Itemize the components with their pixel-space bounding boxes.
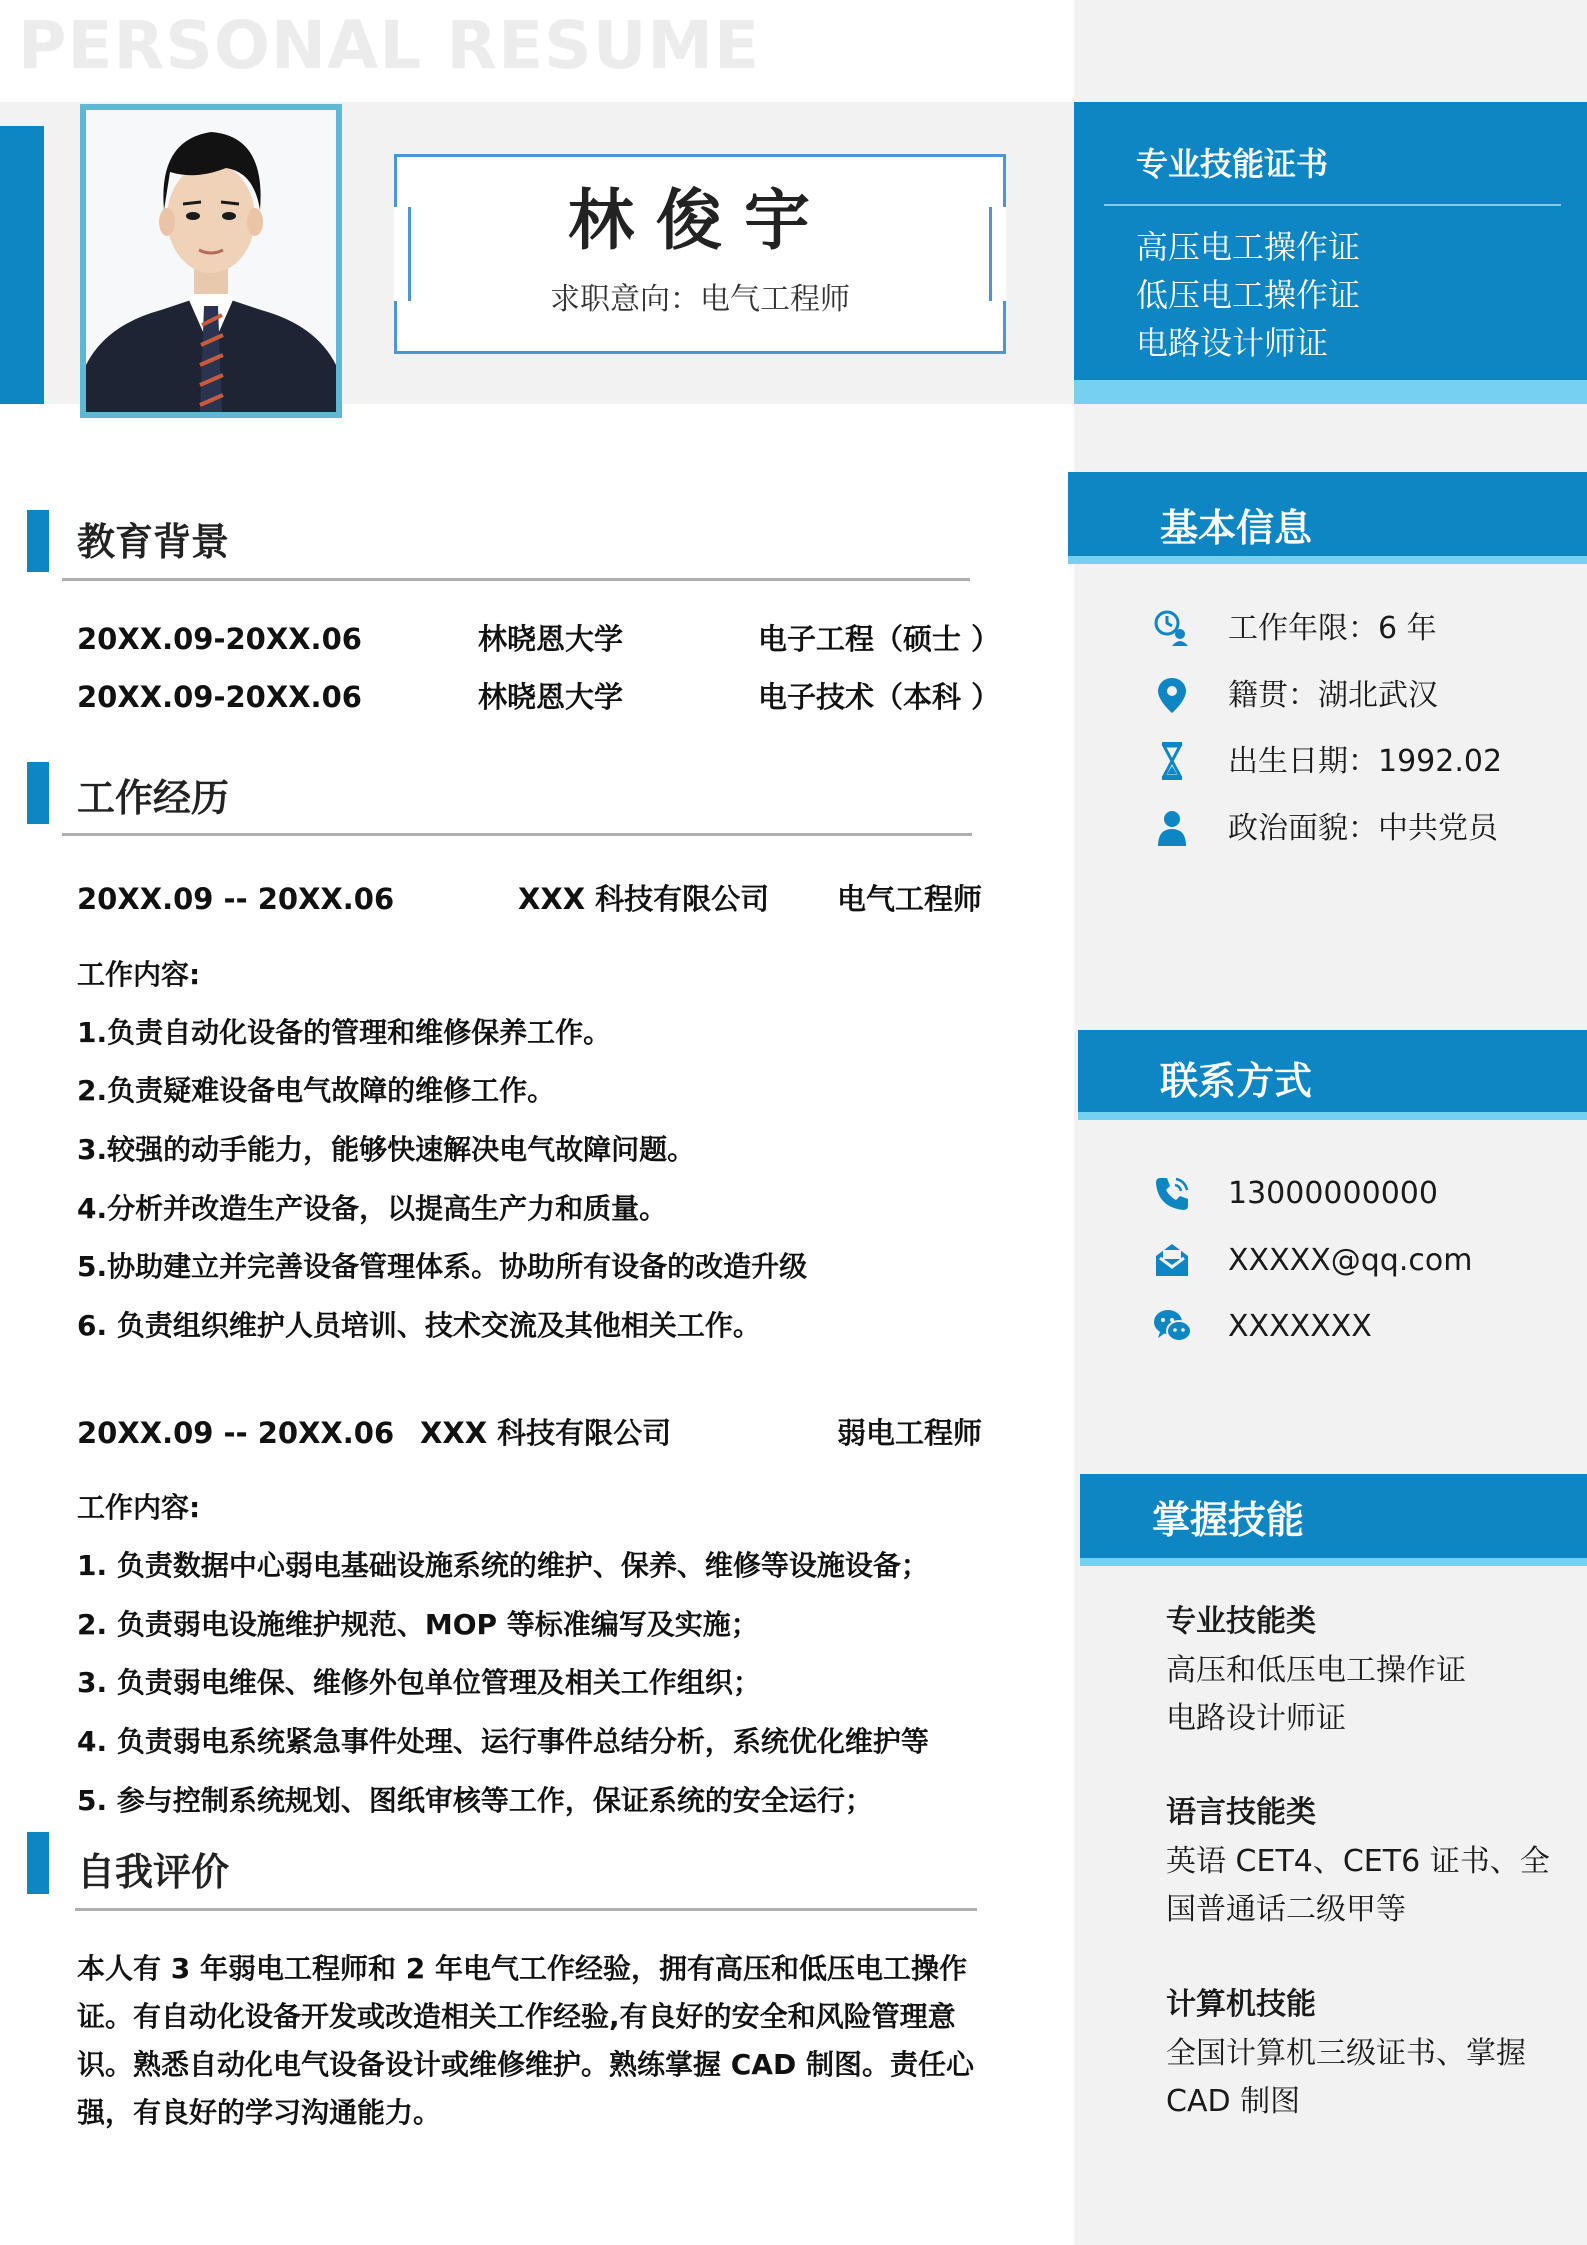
skill-group-line: 国普通话二级甲等 bbox=[1166, 1892, 1406, 1927]
basic-info-item: 工作年限：6 年 bbox=[1228, 611, 1437, 646]
skill-group-heading: 语言技能类 bbox=[1166, 1795, 1316, 1830]
job-content-label: 工作内容: bbox=[77, 958, 201, 991]
contact-email: XXXXX@qq.com bbox=[1228, 1243, 1473, 1278]
mail-icon bbox=[1152, 1240, 1192, 1280]
header-accent-bar bbox=[0, 126, 44, 404]
clock-person-icon bbox=[1152, 608, 1192, 648]
education-period: 20XX.09-20XX.06 bbox=[77, 622, 362, 656]
skill-group-line: 电路设计师证 bbox=[1166, 1701, 1346, 1736]
certificate-item: 高压电工操作证 bbox=[1136, 228, 1361, 266]
wechat-icon bbox=[1152, 1306, 1192, 1346]
job-duty: 2.负责疑难设备电气故障的维修工作。 bbox=[77, 1074, 556, 1107]
education-period: 20XX.09-20XX.06 bbox=[77, 680, 362, 714]
skill-group-heading: 专业技能类 bbox=[1166, 1604, 1316, 1639]
job-duty: 4. 负责弱电系统紧急事件处理、运行事件总结分析，系统优化维护等 bbox=[77, 1725, 929, 1758]
skill-group-line: 全国计算机三级证书、掌握 bbox=[1166, 2036, 1526, 2071]
skill-group-heading: 计算机技能 bbox=[1166, 1987, 1316, 2022]
job-duty: 3. 负责弱电维保、维修外包单位管理及相关工作组织； bbox=[77, 1666, 761, 1699]
education-major: 电子工程（硕士 ） bbox=[758, 622, 1001, 656]
certificate-item: 电路设计师证 bbox=[1136, 324, 1329, 362]
job-duty: 4.分析并改造生产设备，以提高生产力和质量。 bbox=[77, 1192, 668, 1225]
work-divider bbox=[62, 833, 972, 836]
job-duty: 5. 参与控制系统规划、图纸审核等工作，保证系统的安全运行； bbox=[77, 1784, 873, 1817]
resume-watermark: PERSONAL RESUME bbox=[18, 7, 761, 84]
job-intent: 求职意向：电气工程师 bbox=[550, 282, 850, 317]
contact-wechat: XXXXXXX bbox=[1228, 1309, 1372, 1344]
location-pin-icon bbox=[1152, 675, 1192, 715]
contact-header bbox=[1078, 1030, 1587, 1116]
work-title: 工作经历 bbox=[77, 776, 230, 820]
candidate-name: 林俊宇 bbox=[568, 182, 832, 259]
certificates-divider bbox=[1104, 204, 1561, 206]
job-content-label: 工作内容: bbox=[77, 1491, 201, 1524]
job-duty: 6. 负责组织维护人员培训、技术交流及其他相关工作。 bbox=[77, 1309, 761, 1342]
skill-group-line: CAD 制图 bbox=[1166, 2084, 1301, 2119]
job-duty: 3.较强的动手能力，能够快速解决电气故障问题。 bbox=[77, 1133, 696, 1166]
education-major: 电子技术（本科 ） bbox=[758, 680, 1001, 714]
job-period: 20XX.09 -- 20XX.06 bbox=[77, 882, 395, 916]
certificates-title: 专业技能证书 bbox=[1136, 145, 1329, 183]
portrait-illustration bbox=[86, 110, 336, 412]
certificates-panel-strip bbox=[1074, 380, 1587, 404]
contact-phone: 13000000000 bbox=[1228, 1176, 1438, 1211]
job-duty: 1.负责自动化设备的管理和维修保养工作。 bbox=[77, 1016, 612, 1049]
skills-title: 掌握技能 bbox=[1152, 1498, 1305, 1542]
section-marker bbox=[27, 1832, 49, 1894]
basic-info-item: 籍贯：湖北武汉 bbox=[1228, 678, 1438, 713]
basic-info-item: 出生日期：1992.02 bbox=[1228, 744, 1503, 779]
job-duty: 5.协助建立并完善设备管理体系。协助所有设备的改造升级 bbox=[77, 1250, 808, 1283]
certificate-item: 低压电工操作证 bbox=[1136, 276, 1361, 314]
job-duty: 1. 负责数据中心弱电基础设施系统的维护、保养、维修等设施设备； bbox=[77, 1549, 929, 1582]
job-company: XXX 科技有限公司 bbox=[518, 882, 770, 916]
job-role: 电气工程师 bbox=[837, 882, 983, 916]
education-school: 林晓恩大学 bbox=[478, 680, 624, 714]
self-eval-divider bbox=[75, 1908, 977, 1911]
basic-info-title: 基本信息 bbox=[1160, 506, 1313, 550]
job-period: 20XX.09 -- 20XX.06 bbox=[77, 1416, 395, 1450]
contact-title: 联系方式 bbox=[1160, 1059, 1313, 1103]
basic-info-header bbox=[1068, 472, 1587, 560]
phone-icon bbox=[1152, 1173, 1192, 1213]
self-eval-text: 本人有 3 年弱电工程师和 2 年电气工作经验，拥有高压和低压电工操作证。有自动化设备开发或改造相关工作经验,有良好的安全和风险管理意识。熟悉自动化电气设备设计或维修维护。熟练掌握 CAD 制图。责任心强，有良好的学习沟通能力。 bbox=[77, 1952, 974, 2129]
hourglass-icon bbox=[1152, 741, 1192, 781]
skills-strip bbox=[1080, 1558, 1587, 1566]
basic-info-item: 政治面貌：中共党员 bbox=[1228, 811, 1498, 846]
skill-group-line: 英语 CET4、CET6 证书、全 bbox=[1166, 1844, 1550, 1879]
section-marker bbox=[27, 762, 49, 824]
job-role: 弱电工程师 bbox=[837, 1416, 983, 1450]
job-company: XXX 科技有限公司 bbox=[420, 1416, 672, 1450]
self-eval-title: 自我评价 bbox=[77, 1850, 230, 1894]
contact-strip bbox=[1078, 1112, 1587, 1120]
job-duty: 2. 负责弱电设施维护规范、MOP 等标准编写及实施； bbox=[77, 1608, 759, 1641]
profile-photo bbox=[80, 104, 342, 418]
person-icon bbox=[1152, 808, 1192, 848]
section-marker bbox=[27, 510, 49, 572]
education-divider bbox=[62, 578, 970, 581]
skill-group-line: 高压和低压电工操作证 bbox=[1166, 1653, 1466, 1688]
education-school: 林晓恩大学 bbox=[478, 622, 624, 656]
education-title: 教育背景 bbox=[77, 520, 230, 564]
basic-info-strip bbox=[1068, 556, 1587, 564]
